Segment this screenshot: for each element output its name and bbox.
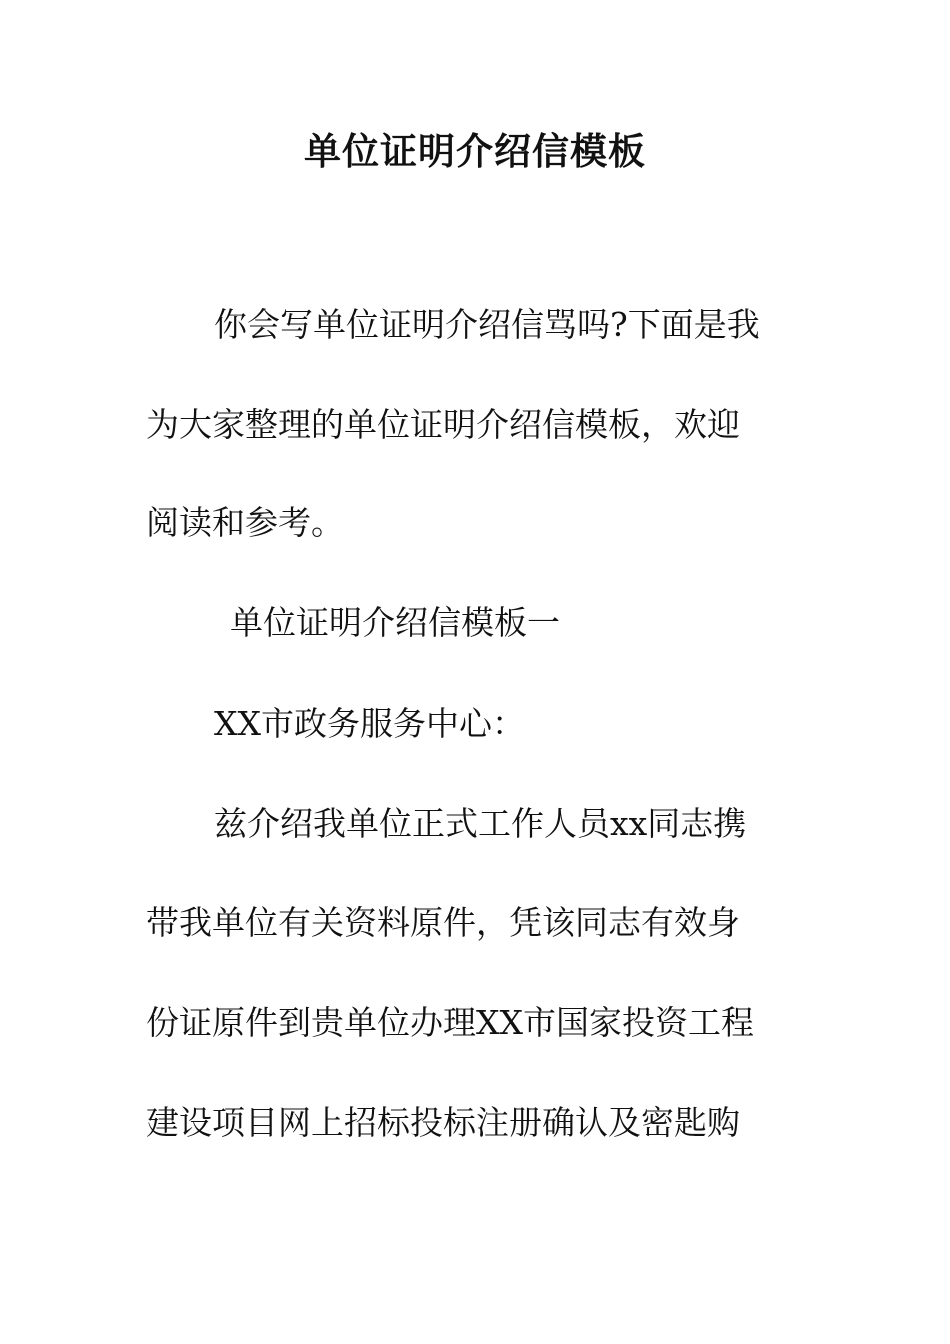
letter-body-line-1: 兹介绍我单位正式工作人员xx同志携 bbox=[214, 804, 747, 843]
intro-line-1: 你会写单位证明介绍信骂吗?下面是我 bbox=[214, 305, 760, 344]
intro-line-3: 阅读和参考。 bbox=[146, 503, 344, 542]
document-title: 单位证明介绍信模板 bbox=[304, 130, 646, 173]
letter-body-line-4: 建设项目网上招标投标注册确认及密匙购 bbox=[146, 1103, 740, 1142]
section-heading: 单位证明介绍信模板一 bbox=[230, 603, 560, 642]
letter-salutation: XX市政务服务中心： bbox=[214, 704, 525, 743]
intro-line-2: 为大家整理的单位证明介绍信模板，欢迎 bbox=[146, 405, 740, 444]
letter-body-line-3: 份证原件到贵单位办理XX市国家投资工程 bbox=[146, 1003, 754, 1042]
letter-body-line-2: 带我单位有关资料原件，凭该同志有效身 bbox=[146, 903, 740, 942]
